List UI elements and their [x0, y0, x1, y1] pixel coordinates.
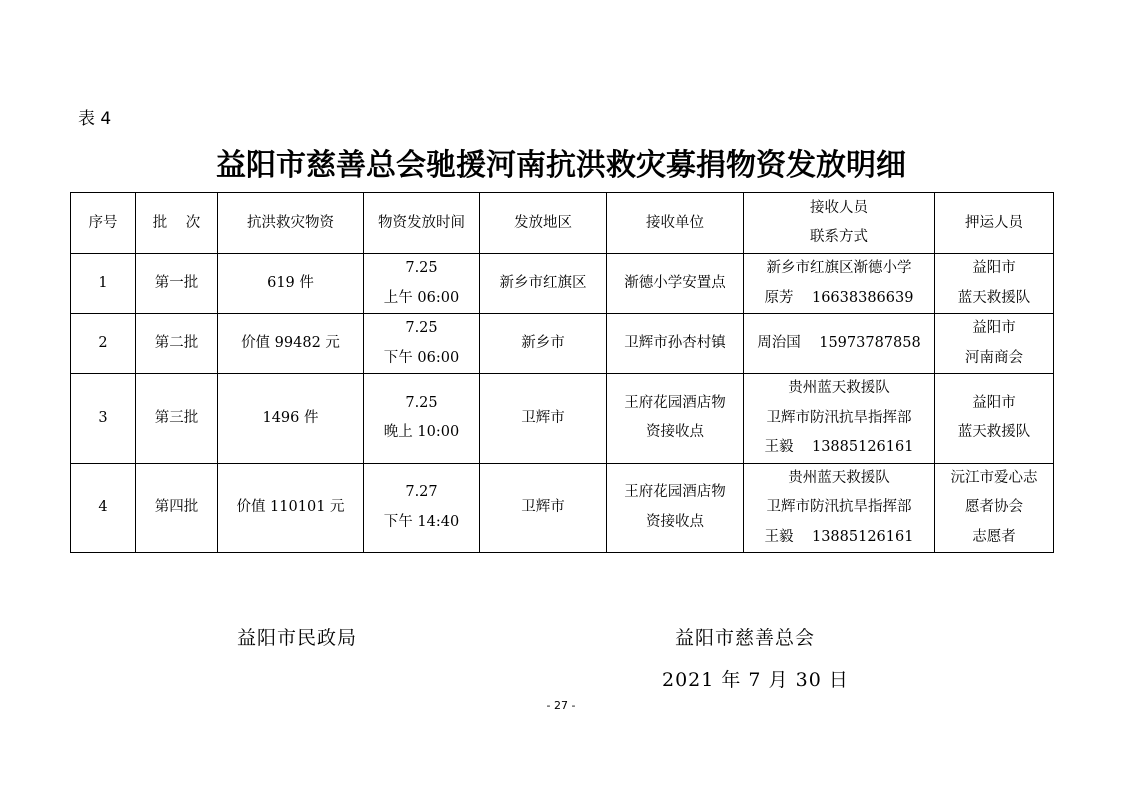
cell-time: [364, 374, 480, 464]
cell-contact-line: 周治国 15973787858: [757, 334, 921, 351]
cell-batch: [136, 374, 218, 464]
cell-contact-line: 新乡市红旗区渐德小学: [766, 260, 912, 276]
header-time: 物资发放时间: [364, 193, 480, 254]
cell-unit: [607, 374, 744, 464]
cell-unit: [607, 254, 744, 314]
cell-seq-line: 2: [98, 334, 108, 351]
header-escort: 押运人员: [935, 193, 1054, 254]
cell-contact: [744, 254, 935, 314]
cell-goods-line: 价值 99482 元: [241, 334, 340, 351]
cell-seq: [71, 374, 136, 464]
cell-escort: [935, 254, 1054, 314]
cell-unit-line: 资接收点: [646, 513, 704, 530]
cell-contact-line: 贵州蓝天救援队: [788, 380, 890, 396]
cell-unit-line: 王府花园酒店物: [624, 394, 726, 411]
cell-area-line: 新乡市红旗区: [499, 274, 587, 291]
table-header-row: [71, 193, 1054, 254]
cell-contact: [744, 374, 935, 464]
signature-charity: 益阳市慈善总会: [675, 627, 816, 649]
cell-contact-line: 原芳 16638386639: [764, 289, 914, 306]
cell-contact-line: 贵州蓝天救援队: [788, 469, 890, 486]
signature-date: 2021 年 7 月 30 日: [662, 669, 849, 691]
distribution-table: [70, 192, 1054, 553]
signature-civil-affairs: 益阳市民政局: [237, 627, 358, 649]
cell-seq: [71, 463, 136, 553]
cell-contact-line: 王毅 13885126161: [764, 439, 914, 455]
table-row: [71, 463, 1054, 553]
cell-seq: [71, 314, 136, 374]
cell-escort: [935, 314, 1054, 374]
cell-goods: [218, 314, 364, 374]
cell-unit-line: 王府花园酒店物: [624, 484, 726, 501]
cell-time-line: 7.25: [405, 260, 438, 276]
cell-area: [480, 314, 607, 374]
cell-time: [364, 314, 480, 374]
cell-batch-line: 第三批: [154, 409, 199, 426]
header-seq: 序号: [71, 193, 136, 254]
table-row: [71, 314, 1054, 374]
cell-escort-line: 蓝天救援队: [957, 424, 1031, 441]
header-batch: 批 次: [136, 193, 218, 254]
header-contact-line1: 接收人员: [810, 199, 868, 216]
cell-escort-line: 益阳市: [972, 394, 1016, 411]
header-contact: [744, 193, 935, 254]
cell-batch-line: 第四批: [154, 499, 199, 515]
cell-contact: [744, 463, 935, 553]
cell-goods-line: 619 件: [267, 274, 314, 291]
cell-unit-line: 资接收点: [646, 424, 704, 441]
cell-batch: [136, 254, 218, 314]
cell-contact-line: 卫辉市防汛抗旱指挥部: [766, 499, 912, 515]
cell-area: [480, 463, 607, 553]
cell-time: [364, 463, 480, 553]
cell-goods: [218, 463, 364, 553]
table-row: [71, 374, 1054, 464]
cell-contact-line: 王毅 13885126161: [764, 528, 914, 545]
cell-seq-line: 4: [98, 499, 108, 515]
table-row: [71, 254, 1054, 314]
cell-escort-line: 蓝天救援队: [957, 289, 1031, 306]
cell-area-line: 卫辉市: [521, 499, 565, 515]
cell-time-line: 上午 06:00: [383, 289, 460, 306]
cell-time-line: 晚上 10:00: [383, 424, 460, 441]
cell-batch-line: 第二批: [154, 334, 199, 351]
cell-unit: [607, 314, 744, 374]
header-goods: 抗洪救灾物资: [218, 193, 364, 254]
cell-escort-line: 益阳市: [972, 320, 1016, 336]
cell-unit-line: 渐德小学安置点: [624, 274, 726, 291]
cell-batch: [136, 314, 218, 374]
cell-contact-line: 卫辉市防汛抗旱指挥部: [766, 409, 912, 426]
page-number: - 27 -: [546, 699, 576, 712]
header-area: 发放地区: [480, 193, 607, 254]
cell-goods: [218, 254, 364, 314]
cell-unit: [607, 463, 744, 553]
cell-escort-line: 沅江市爱心志: [950, 469, 1038, 486]
cell-escort-line: 河南商会: [965, 349, 1023, 366]
header-unit: 接收单位: [607, 193, 744, 254]
cell-escort: [935, 374, 1054, 464]
cell-batch: [136, 463, 218, 553]
cell-escort-line: 愿者协会: [965, 499, 1023, 515]
cell-goods-line: 价值 110101 元: [236, 499, 345, 515]
cell-unit-line: 卫辉市孙杏村镇: [624, 334, 726, 351]
cell-time-line: 7.25: [405, 394, 438, 411]
cell-seq-line: 1: [98, 274, 108, 291]
cell-time-line: 下午 14:40: [383, 513, 460, 530]
cell-batch-line: 第一批: [154, 274, 199, 291]
cell-time-line: 下午 06:00: [383, 349, 460, 366]
cell-time-line: 7.27: [405, 484, 438, 501]
cell-area: [480, 374, 607, 464]
cell-contact: [744, 314, 935, 374]
cell-seq: [71, 254, 136, 314]
cell-area: [480, 254, 607, 314]
cell-escort: [935, 463, 1054, 553]
cell-seq-line: 3: [98, 409, 108, 426]
cell-goods: [218, 374, 364, 464]
cell-escort-line: 志愿者: [972, 528, 1016, 545]
cell-escort-line: 益阳市: [972, 260, 1016, 276]
document-title: 益阳市慈善总会驰援河南抗洪救灾募捐物资发放明细: [216, 148, 906, 183]
cell-goods-line: 1496 件: [262, 409, 319, 426]
cell-area-line: 新乡市: [521, 334, 565, 351]
header-contact-line2: 联系方式: [810, 229, 868, 245]
table-label: 表 4: [78, 109, 112, 129]
cell-time-line: 7.25: [405, 320, 438, 336]
cell-area-line: 卫辉市: [521, 409, 565, 426]
cell-time: [364, 254, 480, 314]
